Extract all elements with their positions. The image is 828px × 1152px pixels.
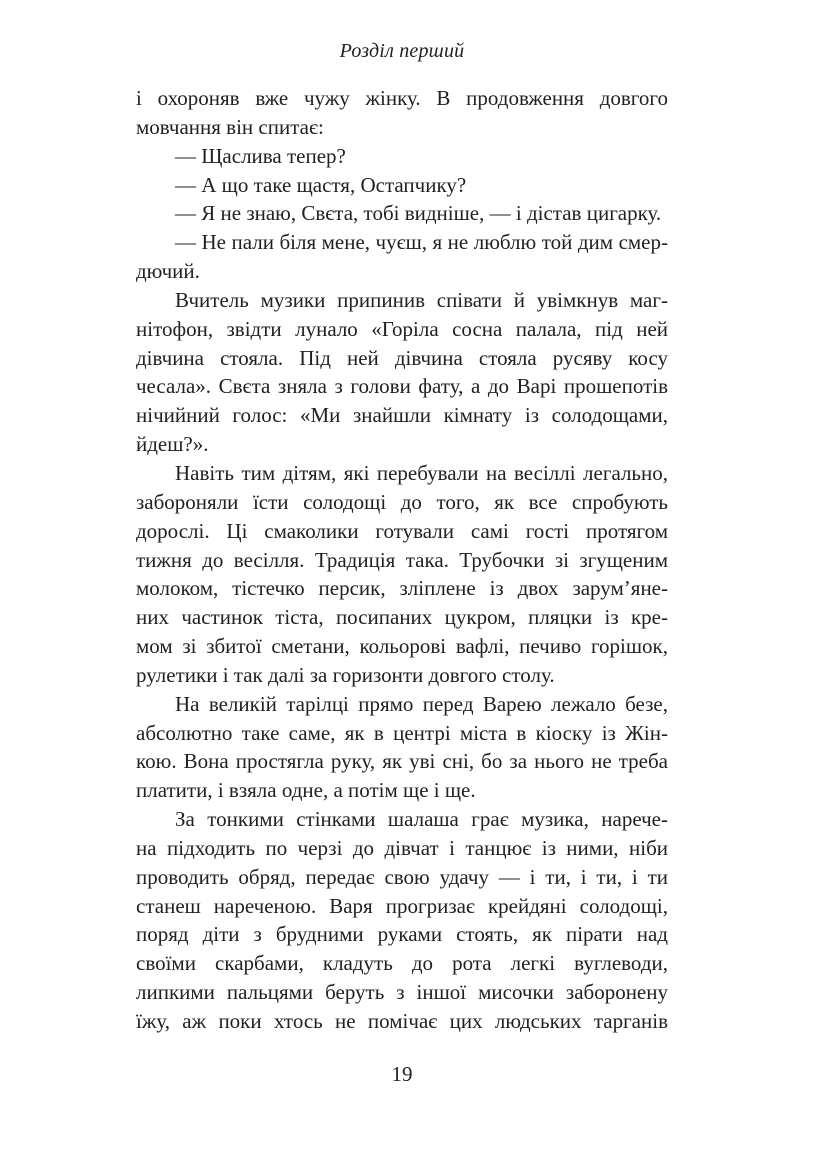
text-line: нітофон, звідти лунало «Горіла сосна палала, під ней (136, 316, 668, 341)
text-line: кою. Вона простягла руку, як уві сні, бо за нього не треба (136, 749, 668, 774)
text-line: станеш нареченою. Варя прогризає крейдяні солодощі, (136, 893, 668, 918)
text-line: своїми скарбами, кладуть до рота легкі вуглеводи, (136, 951, 668, 976)
text-line: поряд діти з брудними руками стоять, як пірати над (136, 922, 668, 947)
text-line: тижня до весілля. Традиція така. Трубочки зі згущеним (136, 547, 668, 572)
text-line: них частинок тіста, посипаних цукром, пляцки із кре- (136, 605, 668, 630)
text-line: — Щаслива тепер? (175, 143, 346, 168)
text-line: — Не пали біля мене, чуєш, я не люблю той дим смер- (175, 230, 668, 255)
text-line: мовчання він спитає: (136, 114, 324, 139)
text-line: йдеш?». (136, 432, 209, 457)
page-number: 19 (391, 1062, 413, 1086)
text-line: абсолютно таке саме, як в центрі міста в кіоску із Жін- (136, 720, 668, 745)
body-text (136, 84, 668, 1036)
text-line: молоком, тістечко персик, зліплене із двох зарум’яне- (136, 576, 668, 601)
text-line: — А що таке щастя, Остапчику? (175, 172, 467, 197)
text-line: липкими пальцями беруть з іншої мисочки заборонену (136, 980, 668, 1005)
text-line: чесала». Свєта зняла з голови фату, а до Варі прошепотів (136, 374, 668, 399)
text-line: рулетики і так далі за горизонти довгого столу. (136, 662, 555, 687)
text-line: платити, і взяла одне, а потім ще і ще. (136, 778, 476, 803)
text-line: забороняли їсти солодощі до того, як все спробують (136, 489, 668, 514)
text-line: Навіть тим дітям, які перебували на весіллі легально, (175, 460, 668, 485)
text-line: дорослі. Ці смаколики готували самі гості протягом (136, 518, 668, 543)
text-line: На великій тарілці прямо перед Варею лежало безе, (175, 691, 668, 716)
text-line: нічийний голос: «Ми знайшли кімнату із солодощами, (136, 403, 668, 428)
text-line: дівчина стояла. Під ней дівчина стояла русяву косу (136, 345, 668, 370)
running-header: Розділ перший (339, 40, 465, 62)
text-line: їжу, аж поки хтось не помічає цих людських тарганів (136, 1009, 668, 1033)
text-line: мом зі збитої сметани, кольорові вафлі, печиво горішок, (136, 634, 668, 659)
text-line: проводить обряд, передає свою удачу — і ти, і ти, і ти (136, 864, 668, 889)
text-line: Вчитель музики припинив співати й увімкнув маг- (175, 287, 668, 312)
text-line: За тонкими стінками шалаша грає музика, нарече- (175, 807, 668, 832)
text-line: дючий. (136, 259, 200, 284)
text-line: на підходить по черзі до дівчат і танцює із ними, ніби (136, 835, 668, 860)
text-line: — Я не знаю, Свєта, тобі видніше, — і дістав цигарку. (175, 201, 662, 226)
text-line: і охороняв вже чужу жінку. В продовження довгого (136, 86, 668, 110)
